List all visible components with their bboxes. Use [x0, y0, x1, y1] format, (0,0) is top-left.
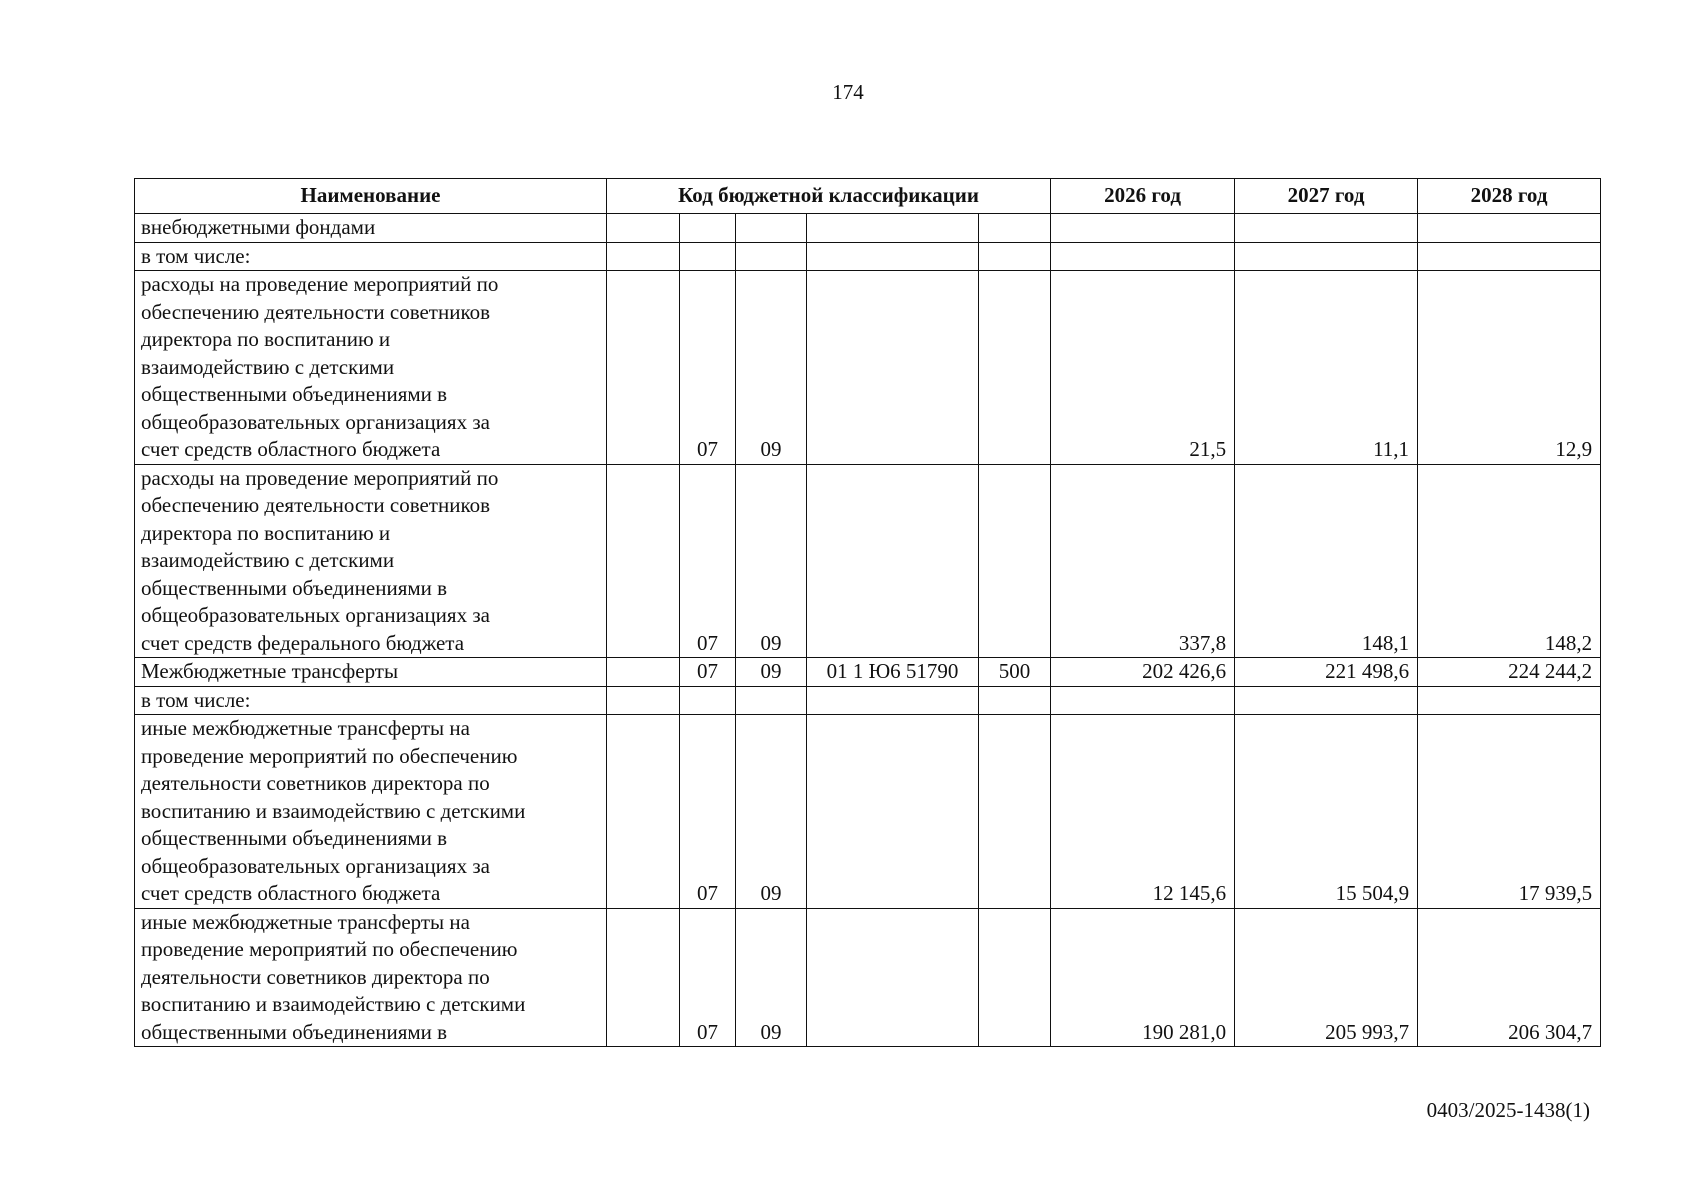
row-value-2026 — [1051, 242, 1235, 271]
row-code-type — [979, 686, 1051, 715]
row-value-2026 — [1051, 686, 1235, 715]
table-header-row — [135, 179, 1601, 214]
row-value-2026: 202 426,6 — [1051, 658, 1235, 687]
row-code-type — [979, 715, 1051, 909]
row-code-1 — [607, 715, 680, 909]
row-code-section: 07 — [680, 658, 736, 687]
row-value-2028: 224 244,2 — [1418, 658, 1601, 687]
row-value-2027: 11,1 — [1235, 271, 1418, 465]
table-row — [135, 242, 1601, 271]
table-body — [135, 214, 1601, 1047]
row-code-1 — [607, 464, 680, 658]
row-code-section: 07 — [680, 908, 736, 1047]
row-value-2028 — [1418, 214, 1601, 243]
row-name: иные межбюджетные трансферты на проведение мероприятий по обеспечению деятельности советников директора по воспитанию и взаимодействию с детскими общественными объединениями в — [135, 908, 607, 1047]
row-code-target — [807, 686, 979, 715]
row-code-section — [680, 242, 736, 271]
row-value-2027: 15 504,9 — [1235, 715, 1418, 909]
row-value-2028: 17 939,5 — [1418, 715, 1601, 909]
row-value-2026 — [1051, 214, 1235, 243]
header-2028: 2028 год — [1418, 179, 1601, 214]
row-code-target — [807, 715, 979, 909]
row-value-2027 — [1235, 686, 1418, 715]
row-code-target — [807, 908, 979, 1047]
row-code-target — [807, 242, 979, 271]
row-value-2027 — [1235, 214, 1418, 243]
row-value-2026: 190 281,0 — [1051, 908, 1235, 1047]
row-value-2027: 221 498,6 — [1235, 658, 1418, 687]
budget-table — [134, 178, 1601, 1047]
row-value-2028 — [1418, 242, 1601, 271]
row-code-type — [979, 242, 1051, 271]
row-code-target — [807, 464, 979, 658]
row-name: Межбюджетные трансферты — [135, 658, 607, 687]
row-value-2028: 206 304,7 — [1418, 908, 1601, 1047]
row-code-1 — [607, 908, 680, 1047]
row-code-1 — [607, 214, 680, 243]
row-code-section: 07 — [680, 464, 736, 658]
row-code-section — [680, 214, 736, 243]
row-code-subsection: 09 — [736, 658, 807, 687]
table-row — [135, 214, 1601, 243]
row-value-2027: 148,1 — [1235, 464, 1418, 658]
table-row — [135, 686, 1601, 715]
row-code-subsection: 09 — [736, 271, 807, 465]
header-2027: 2027 год — [1235, 179, 1418, 214]
header-budget-code: Код бюджетной классификации — [607, 179, 1051, 214]
row-code-1 — [607, 242, 680, 271]
row-code-subsection — [736, 242, 807, 271]
table-row — [135, 715, 1601, 909]
row-code-subsection — [736, 214, 807, 243]
row-code-section: 07 — [680, 715, 736, 909]
table-row — [135, 464, 1601, 658]
row-name: в том числе: — [135, 242, 607, 271]
row-code-type — [979, 271, 1051, 465]
row-code-type — [979, 908, 1051, 1047]
table-row — [135, 908, 1601, 1047]
row-code-type — [979, 214, 1051, 243]
page-number: 174 — [832, 80, 864, 104]
row-code-section: 07 — [680, 271, 736, 465]
row-value-2026: 337,8 — [1051, 464, 1235, 658]
row-value-2027 — [1235, 242, 1418, 271]
table-row — [135, 658, 1601, 687]
row-code-type: 500 — [979, 658, 1051, 687]
row-code-target — [807, 271, 979, 465]
row-code-1 — [607, 686, 680, 715]
header-2026: 2026 год — [1051, 179, 1235, 214]
row-code-section — [680, 686, 736, 715]
row-value-2026: 12 145,6 — [1051, 715, 1235, 909]
row-code-target — [807, 214, 979, 243]
row-value-2026: 21,5 — [1051, 271, 1235, 465]
row-code-target: 01 1 Ю6 51790 — [807, 658, 979, 687]
row-code-type — [979, 464, 1051, 658]
row-code-1 — [607, 271, 680, 465]
row-code-subsection: 09 — [736, 908, 807, 1047]
row-value-2028: 148,2 — [1418, 464, 1601, 658]
row-code-subsection: 09 — [736, 464, 807, 658]
document-registration-code: 0403/2025-1438(1) — [1426, 1098, 1590, 1122]
header-name: Наименование — [135, 179, 607, 214]
row-name: расходы на проведение мероприятий по обеспечению деятельности советников директора по воспитанию и взаимодействию с детскими общественными объединениями в общеобразовательных организациях за счет средств федерального бюджета — [135, 464, 607, 658]
row-code-subsection — [736, 686, 807, 715]
row-value-2027: 205 993,7 — [1235, 908, 1418, 1047]
row-name: внебюджетными фондами — [135, 214, 607, 243]
row-name: иные межбюджетные трансферты на проведение мероприятий по обеспечению деятельности советников директора по воспитанию и взаимодействию с детскими общественными объединениями в общеобразовательных организациях за счет средств областного бюджета — [135, 715, 607, 909]
row-name: расходы на проведение мероприятий по обеспечению деятельности советников директора по воспитанию и взаимодействию с детскими общественными объединениями в общеобразовательных организациях за счет средств областного бюджета — [135, 271, 607, 465]
row-name: в том числе: — [135, 686, 607, 715]
row-value-2028 — [1418, 686, 1601, 715]
row-code-1 — [607, 658, 680, 687]
table-row — [135, 271, 1601, 465]
row-value-2028: 12,9 — [1418, 271, 1601, 465]
row-code-subsection: 09 — [736, 715, 807, 909]
